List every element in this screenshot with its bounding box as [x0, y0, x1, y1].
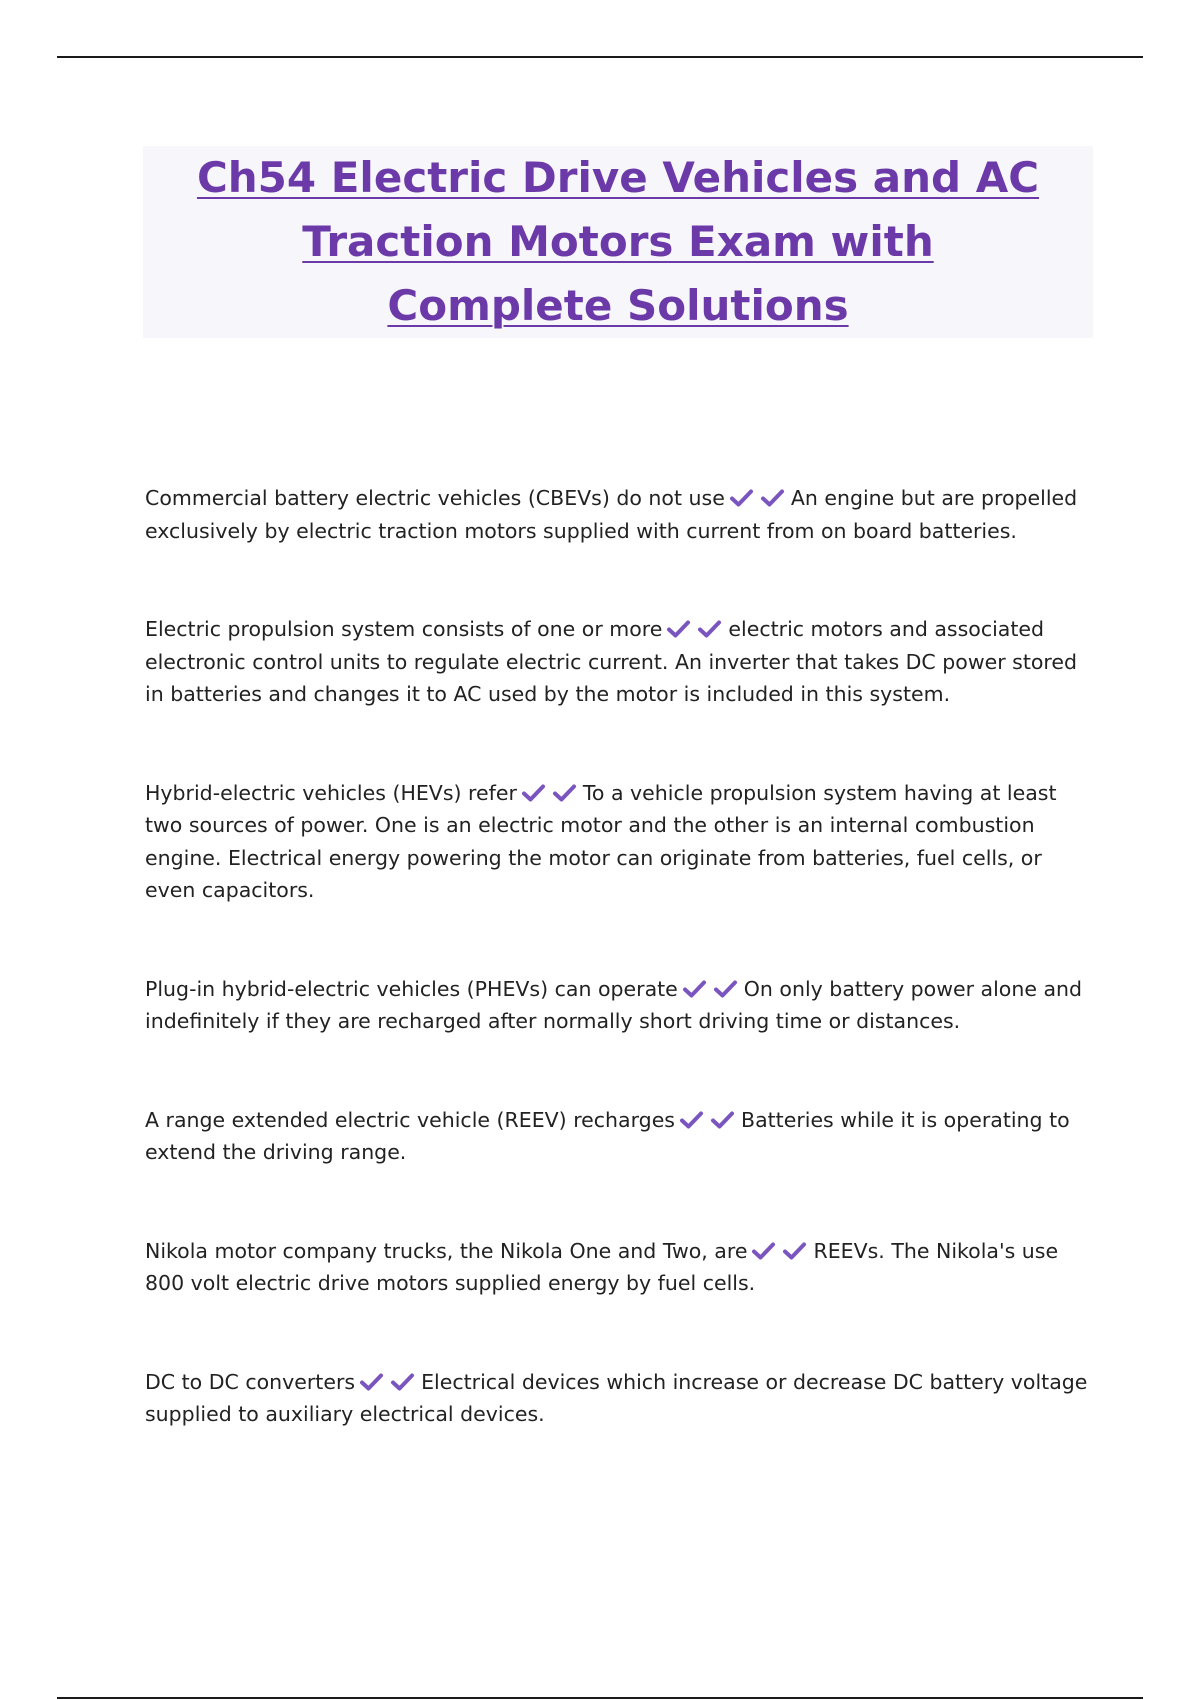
- check-icon: [729, 488, 754, 508]
- question-text: DC to DC converters: [145, 1369, 356, 1394]
- answer-text: electric motors and associated electronic control units to regulate electric current. An inverter that takes DC power stored in batteries and changes it to AC used by the motor is included in this system.: [145, 617, 1077, 706]
- answer-text: To a vehicle propulsion system having at least two sources of power. One is an electric motor and the other is an internal combustion engine. Electrical energy powering the motor can originate from batteries, fuel cells, or even capacitors.: [145, 780, 1057, 902]
- qa-item-4: [145, 973, 1095, 1038]
- check-icon: [760, 488, 785, 508]
- check-icon: [682, 979, 707, 999]
- document-title: Ch54 Electric Drive Vehicles and AC Traction Motors Exam with Complete Solutions: [196, 153, 1040, 330]
- answer-text: On only battery power alone and indefinitely if they are recharged after normally short driving time or distances.: [145, 976, 1083, 1033]
- double-check-icon: [662, 617, 724, 641]
- double-check-icon: [747, 1239, 809, 1263]
- qa-list: [145, 482, 1095, 1497]
- question-text: Electric propulsion system consists of one or more: [145, 617, 663, 641]
- qa-item-2: [145, 613, 1095, 711]
- check-icon: [390, 1372, 415, 1392]
- answer-text: Electrical devices which increase or decrease DC battery voltage supplied to auxiliary electrical devices.: [145, 1369, 1088, 1426]
- double-check-icon: [725, 486, 787, 510]
- answer-text: REEVs. The Nikola's use 800 volt electric drive motors supplied energy by fuel cells.: [145, 1238, 1059, 1295]
- check-icon: [359, 1372, 384, 1392]
- check-icon: [697, 619, 722, 639]
- check-icon: [552, 783, 577, 803]
- question-text: Commercial battery electric vehicles (CBEVs) do not use: [145, 486, 725, 510]
- question-text: A range extended electric vehicle (REEV) recharges: [145, 1107, 675, 1132]
- answer-text: Batteries while it is operating to extend the driving range.: [145, 1107, 1070, 1164]
- check-icon: [666, 619, 691, 639]
- check-icon: [782, 1241, 807, 1261]
- qa-item-1: [145, 482, 1095, 547]
- check-icon: [710, 1110, 735, 1130]
- double-check-icon: [678, 977, 740, 1001]
- check-icon: [751, 1241, 776, 1261]
- question-text: Hybrid-electric vehicles (HEVs) refer: [145, 780, 517, 805]
- title-banner: [143, 146, 1093, 338]
- qa-item-5: [145, 1104, 1095, 1169]
- bottom-rule: [57, 1697, 1143, 1699]
- qa-item-3: [145, 777, 1095, 907]
- double-check-icon: [675, 1108, 737, 1132]
- question-text: Plug-in hybrid-electric vehicles (PHEVs) can operate: [145, 976, 678, 1001]
- question-text: Nikola motor company trucks, the Nikola One and Two, are: [145, 1238, 748, 1263]
- qa-item-7: [145, 1366, 1095, 1431]
- double-check-icon: [355, 1370, 417, 1394]
- qa-item-6: [145, 1235, 1095, 1300]
- check-icon: [679, 1110, 704, 1130]
- double-check-icon: [517, 781, 579, 805]
- check-icon: [521, 783, 546, 803]
- answer-text: An engine but are propelled exclusively by electric traction motors supplied with current from on board batteries.: [145, 486, 1078, 543]
- top-rule: [57, 56, 1143, 58]
- check-icon: [713, 979, 738, 999]
